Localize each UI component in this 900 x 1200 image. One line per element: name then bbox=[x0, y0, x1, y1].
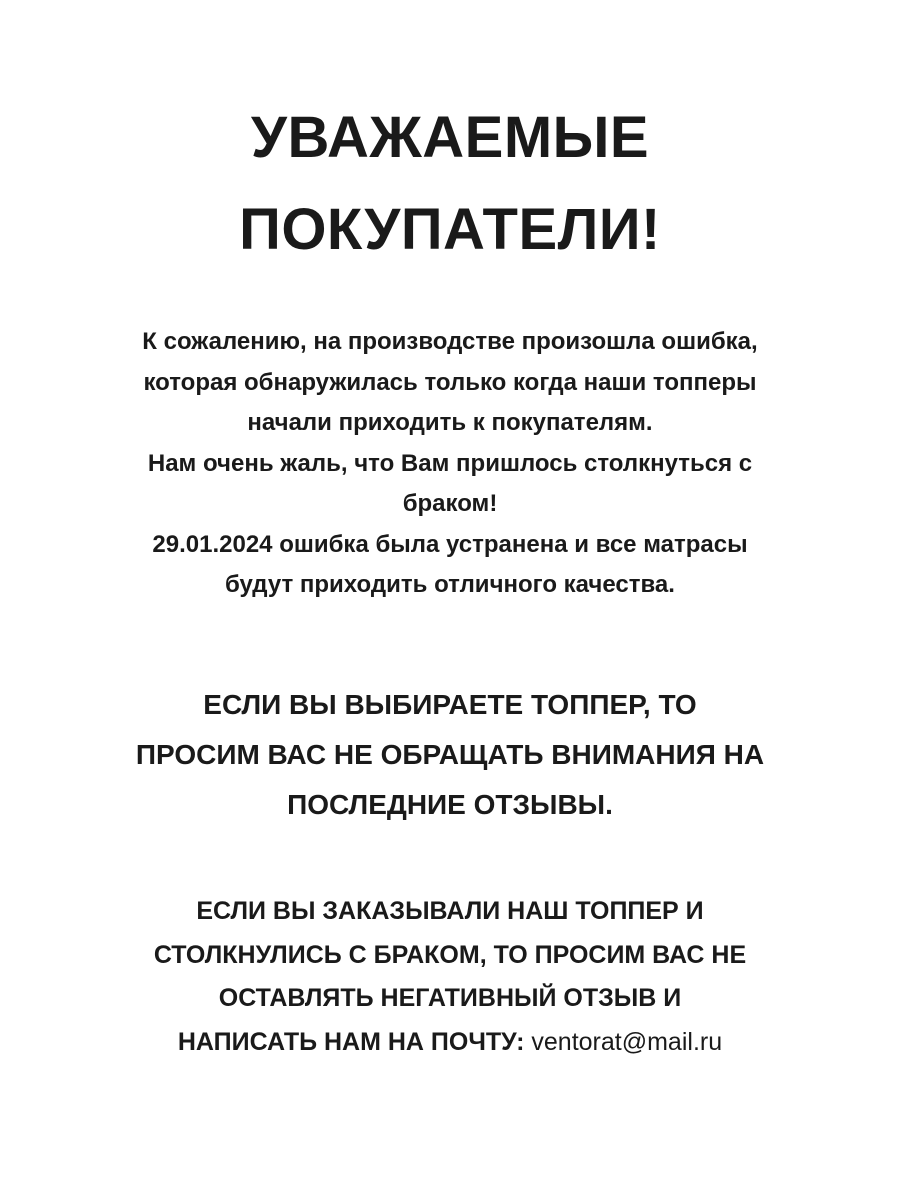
contact-notice bbox=[0, 890, 900, 1064]
notice1-line-1: ЕСЛИ ВЫ ВЫБИРАЕТЕ ТОППЕР, ТО bbox=[203, 689, 697, 720]
body-line-6: 29.01.2024 ошибка была устранена и все матрасы bbox=[152, 530, 748, 558]
body-line-1: К сожалению, на производстве произошла ошибка, bbox=[142, 328, 758, 355]
body-line-7: будут приходить отличного качества. bbox=[225, 571, 675, 598]
notice2-line-4 bbox=[0, 1021, 900, 1065]
body-line-2: которая обнаружилась только когда наши топперы bbox=[143, 368, 757, 396]
notice1-line-2: ПРОСИМ ВАС НЕ ОБРАЩАТЬ ВНИМАНИЯ НА bbox=[135, 739, 765, 770]
notice2-line-2: СТОЛКНУЛИСЬ С БРАКОМ, ТО ПРОСИМ ВАС НЕ bbox=[153, 940, 747, 969]
body-line-4: Нам очень жаль, что Вам пришлось столкнуться с bbox=[147, 449, 753, 477]
page-title bbox=[0, 92, 900, 276]
notice1-line-3: ПОСЛЕДНИЕ ОТЗЫВЫ. bbox=[287, 789, 613, 820]
reviews-notice bbox=[0, 680, 900, 830]
body-line-3: начали приходить к покупателям. bbox=[247, 409, 653, 436]
notice2-line-3: ОСТАВЛЯТЬ НЕГАТИВНЫЙ ОТЗЫВ И bbox=[218, 984, 682, 1012]
contact-email: ventorat@mail.ru bbox=[531, 1027, 723, 1056]
apology-paragraph bbox=[0, 322, 900, 606]
body-line-5: браком! bbox=[402, 490, 498, 517]
contact-prompt: НАПИСАТЬ НАМ НА ПОЧТУ: bbox=[177, 1027, 532, 1056]
title-line-1: УВАЖАЕМЫЕ bbox=[250, 105, 650, 170]
notice2-line-1: ЕСЛИ ВЫ ЗАКАЗЫВАЛИ НАШ ТОППЕР И bbox=[196, 897, 704, 925]
title-line-2: ПОКУПАТЕЛИ! bbox=[239, 197, 661, 262]
